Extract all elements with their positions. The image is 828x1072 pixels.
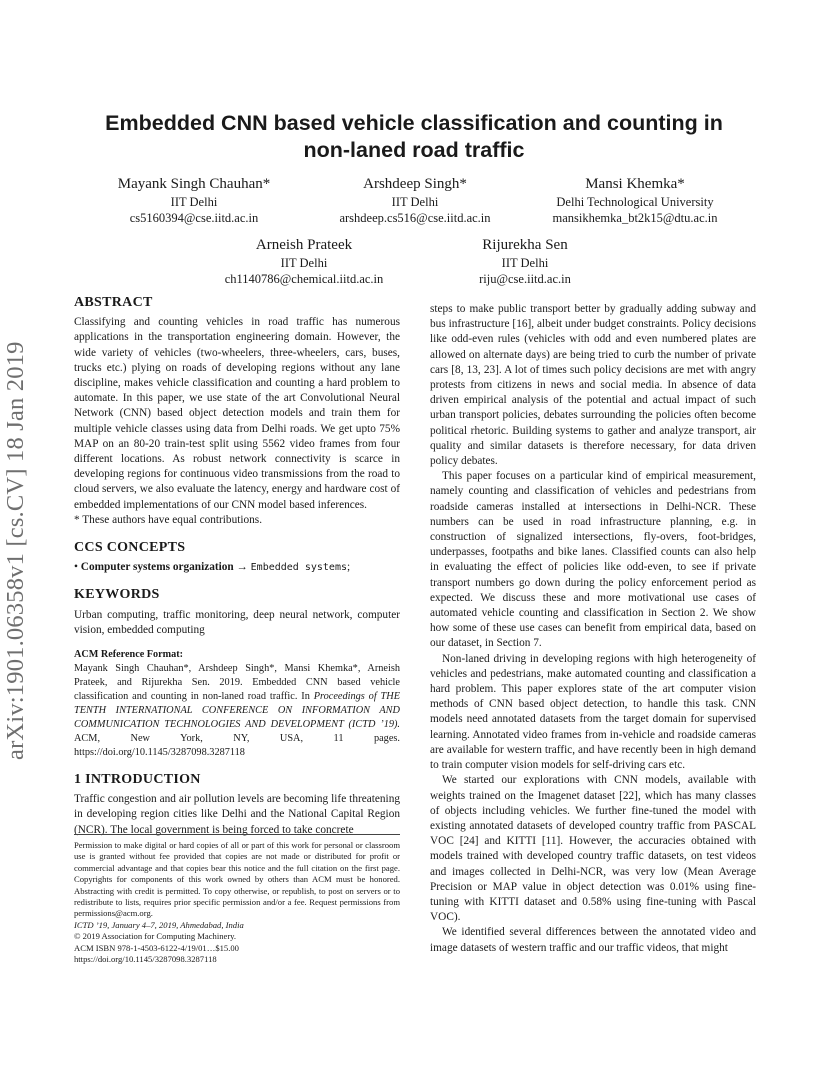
- ccs-arrow: →: [233, 561, 251, 574]
- ccs-bullet: •: [74, 561, 81, 574]
- author-block-3: [515, 175, 755, 226]
- author-block-1: [74, 175, 314, 226]
- introduction-paragraph: Traffic congestion and air pollution levels are becoming life threatening in developing region cities like Delhi and the National Capital Region (NCR). The local government is being forced to take concrete: [74, 793, 400, 836]
- left-column: [74, 295, 400, 838]
- isbn-line: ACM ISBN 978-1-4503-6122-4/19/01…$15.00: [74, 942, 239, 953]
- author-name: Arshdeep Singh*: [363, 176, 467, 192]
- author-block-5: [405, 236, 645, 287]
- arxiv-stamp: arXiv:1901.06358v1 [cs.CV] 18 Jan 2019: [2, 341, 29, 760]
- right-paragraph-5: We identified several differences between the annotated video and image datasets of western traffic and our traffic videos, that might: [430, 926, 756, 954]
- ccs-end: ;: [346, 561, 351, 574]
- author-affiliation: IIT Delhi: [501, 256, 549, 270]
- right-paragraph-1: steps to make public transport better by gradually adding subway and bus infrastructure [16], albeit under budget constraints. Policy decisions like odd-even rules (vehicles with odd and even numbered plates are allowed on alternate days) are being tried to curb the number of private cars [8, 13, 23]. A lot of times such policy decisions are met with angry protests from citizens in news and social media. In absence of data driven empirical analysis of the potential and actual impact of such urban transport policies, debates surrounding the policies often become political rhetoric. Building systems to gather and analyze transport, air quality and similar datasets is therefore necessary, for data driven policy debates.: [430, 303, 756, 468]
- author-affiliation: Delhi Technological University: [556, 195, 714, 209]
- author-name: Mayank Singh Chauhan*: [117, 176, 271, 192]
- author-affiliation: IIT Delhi: [170, 195, 218, 209]
- permission-text: Permission to make digital or hard copies of all or part of this work for personal or classroom use is granted without fee provided that copies are not made or distributed for profit or commercial advantage and that copies bear this notice and the full citation on the first page. Copyrights for components of this work owned by others than ACM must be honored. Abstracting with credit is permitted. To copy otherwise, or republish, to post on servers or to redistribute to lists, requires prior specific permission and/or a fee. Request permissions from permissions@acm.org.: [74, 840, 400, 919]
- author-email: riju@cse.iitd.ac.in: [479, 272, 571, 286]
- title-line-1: Embedded CNN based vehicle classification and counting in: [105, 111, 723, 135]
- author-name: Arneish Prateek: [255, 237, 353, 253]
- copyright-line: © 2019 Association for Computing Machinery.: [74, 931, 237, 942]
- permission-footnote: [74, 834, 400, 965]
- author-block-4: [184, 236, 424, 287]
- author-block-2: [295, 175, 535, 226]
- abstract-heading: ABSTRACT: [74, 295, 153, 310]
- keywords-body: Urban computing, traffic monitoring, deep neural network, computer vision, embedded computing: [74, 608, 400, 636]
- acm-reference-heading: ACM Reference Format:: [74, 649, 183, 661]
- ccs-heading: CCS CONCEPTS: [74, 540, 186, 556]
- paper-title: [60, 110, 768, 164]
- keywords-heading: KEYWORDS: [74, 587, 160, 603]
- author-affiliation: IIT Delhi: [391, 195, 439, 209]
- acm-reference-part1: Mayank Singh Chauhan*, Arshdeep Singh*, Mansi Khemka*, Arneish Prateek, and Rijurekha Sen. 2019. Embedded CNN based vehicle classification and counting in non-laned road traffic. In: [74, 663, 400, 703]
- author-affiliation: IIT Delhi: [280, 256, 328, 270]
- ccs-concept: Embedded systems: [250, 562, 347, 574]
- conference-line: ICTD ’19, January 4–7, 2019, Ahmedabad, India: [74, 919, 244, 930]
- right-paragraph-4: We started our explorations with CNN models, available with weights trained on the Imagenet dataset [22], which has many classes of objects including vehicles. We further fine-tuned the model with existing annotated datasets of developed country traffic from PASCAL VOC [24] and KITTI [11]. However, the accuracies obtained with models trained with developed country traffic datasets, on test videos and images collected in Delhi-NCR, was very low (Mean Average Precision or MAP value in object detection was 0.01% using fine-tuning with KITTI dataset and 0.58% using fine-tuning with Pascal VOC).: [430, 774, 756, 924]
- author-name: Rijurekha Sen: [482, 237, 568, 253]
- abstract-body: Classifying and counting vehicles in road traffic has numerous applications in the transportation engineering domain. However, the wide variety of vehicles (two-wheelers, three-wheelers, cars, buses, trucks etc.) plying on roads of developing regions without any lane discipline, makes vehicle classification and counting a hard problem to automate. In this paper, we use state of the art Convolutional Neural Network (CNN) based object detection models and train them for multiple vehicle classes using data from Delhi roads. We get upto 75% MAP on an 80-20 train-test split using 5562 video frames from four different locations. As robust network connectivity is scarce in developing regions for continuous video transmissions from the road to cloud servers, we also evaluate the latency, energy and hardware cost of embedded implementations of our CNN model based inferences.: [74, 316, 400, 511]
- right-column: [430, 302, 756, 956]
- title-line-2: non-laned road traffic: [303, 138, 525, 162]
- equal-contribution-note: * These authors have equal contributions.: [74, 513, 263, 526]
- right-paragraph-3: Non-laned driving in developing regions with high heterogeneity of vehicles and pedestrians, make automated counting and classification a hard problem. This paper explores state of the art computer vision methods of CNN based object detection, to handle this task. CNN models need annotated datasets from the target domain for supervised learning. Annotated video frames from in-vehicle and roadside cameras are available for western traffic, and have recently been in high demand to train computer vision models for self-driving cars etc.: [430, 652, 756, 772]
- ccs-concepts: [74, 560, 400, 575]
- acm-reference-body: [74, 662, 400, 760]
- author-email: cs5160394@cse.iitd.ac.in: [129, 211, 259, 225]
- acm-reference-proceedings: Proceedings of THE TENTH INTERNATIONAL CONFERENCE ON INFORMATION AND COMMUNICATION TECHNOLOGIES AND DEVELOPMENT (ICTD ’19).: [74, 691, 400, 731]
- introduction-heading: 1 INTRODUCTION: [74, 772, 201, 788]
- author-email: mansikhemka_bt2k15@dtu.ac.in: [552, 211, 718, 225]
- ccs-category: Computer systems organization: [80, 561, 234, 574]
- acm-reference-part2: ACM, New York, NY, USA, 11 pages. https://doi.org/10.1145/3287098.3287118: [74, 733, 400, 759]
- right-paragraph-2: This paper focuses on a particular kind of empirical measurement, namely counting and classification of vehicles and pedestrians from roadside cameras installed at intersections in Delhi-NCR. These numbers can be used in road infrastructure planning, e.g. in construction of signalized intersections, fly-overs, foot-bridges, underpasses, footpaths and bike lanes. Classified counts can also help in evaluating the effect of policies like odd-even, to see if private transport numbers go down during the policy enforcement period as expected. We discuss these and more motivational use cases of automated vehicle counting and classification in Section 2. We show how some of these use cases can benefit from empirical data, based on our dataset, in Section 7.: [430, 470, 756, 650]
- author-email: ch1140786@chemical.iitd.ac.in: [224, 272, 384, 286]
- author-email: arshdeep.cs516@cse.iitd.ac.in: [339, 211, 491, 225]
- doi-line: https://doi.org/10.1145/3287098.3287118: [74, 954, 217, 965]
- author-name: Mansi Khemka*: [585, 176, 685, 192]
